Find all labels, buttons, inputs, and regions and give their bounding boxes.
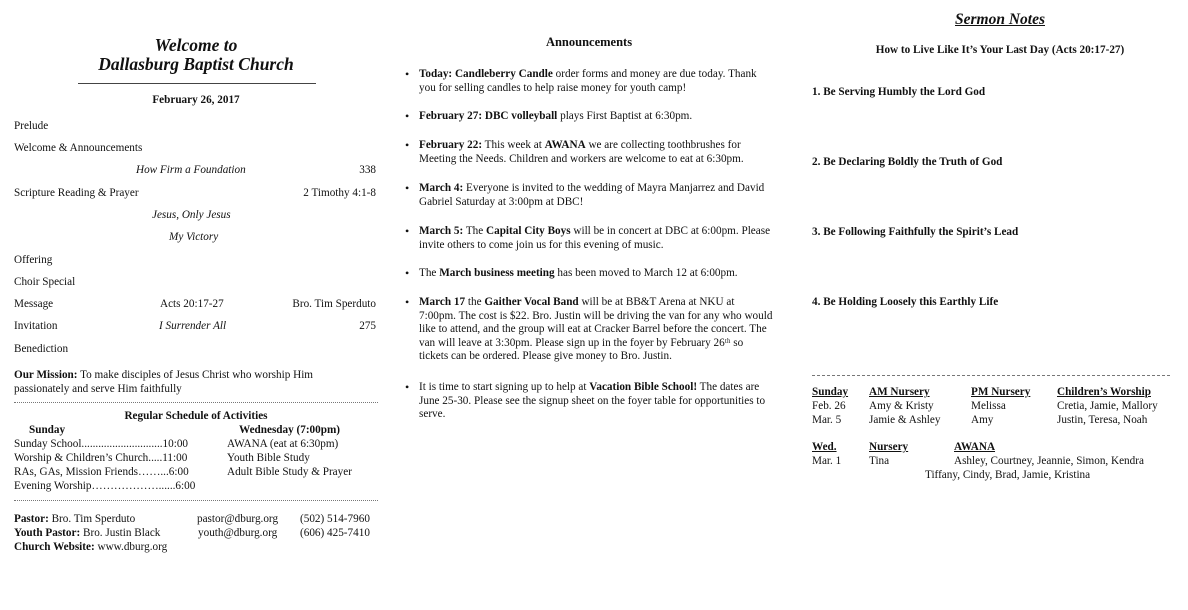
sermon-point: 3. Be Following Faithfully the Spirit’s Lead <box>812 226 1019 238</box>
bullet-icon: • <box>405 67 410 81</box>
wed-awana: Ashley, Courtney, Jeannie, Simon, Kendra <box>954 455 1144 467</box>
announcement-bold: AWANA <box>544 139 586 151</box>
nursery-pm: Melissa <box>971 400 1006 412</box>
youth-pastor-contact <box>14 527 160 539</box>
announcement-text: The <box>463 225 487 237</box>
wed-nursery: Tina <box>869 455 890 467</box>
message-label: Message <box>14 298 54 310</box>
scripture-label: Scripture Reading & Prayer <box>14 187 139 199</box>
invitation-number: 275 <box>359 320 376 332</box>
schedule-wednesday-2: Youth Bible Study <box>227 452 310 464</box>
order-song2 <box>14 231 378 247</box>
order-invitation <box>14 320 378 336</box>
schedule-sunday-2: Worship & Children’s Church.....11:00 <box>14 452 188 464</box>
bulletin-welcome-column <box>14 0 378 610</box>
nursery-date: Mar. 5 <box>812 414 842 426</box>
announcement-bold: March 5: <box>419 225 464 237</box>
announcement-text: This week at <box>482 139 545 151</box>
message-speaker: Bro. Tim Sperduto <box>292 298 376 310</box>
schedule-wednesday-heading: Wednesday (7:00pm) <box>239 424 341 436</box>
bullet-icon: • <box>405 224 410 238</box>
announcement-bold: Capital City Boys <box>486 225 571 237</box>
nursery-header-am: AM Nursery <box>869 386 930 398</box>
sermon-point: 2. Be Declaring Boldly the Truth of God <box>812 156 1003 168</box>
announcement-bold: March business meeting <box>439 267 555 279</box>
song2-title: My Victory <box>169 231 219 243</box>
welcome-title-line1: Welcome to <box>154 35 238 55</box>
youth-pastor-email: youth@dburg.org <box>198 527 278 539</box>
order-welcome-label: Welcome & Announcements <box>14 142 143 154</box>
announcement-text: the <box>465 296 485 308</box>
schedule-sunday-1: Sunday School.............................10:00 <box>14 438 189 450</box>
title-divider <box>78 83 316 84</box>
announcement-text: order forms and money are due today. Thank you for selling candles to help raise money for youth camp! <box>419 68 757 94</box>
announcements-column <box>405 0 780 610</box>
mission-divider <box>14 402 378 403</box>
announcement-bold: February 27: DBC volleyball <box>419 110 558 122</box>
nursery-children: Justin, Teresa, Noah <box>1057 414 1148 426</box>
order-choir <box>14 276 378 292</box>
announcement-text: The dates are June 25-30. Please see the signup sheet on the foyer table for opportunities to serve. <box>419 381 766 420</box>
nursery-am: Amy & Kristy <box>869 400 934 412</box>
church-name-title: Dallasburg Baptist Church <box>98 54 294 74</box>
wed-nursery-header: Nursery <box>869 441 909 453</box>
song1-title: Jesus, Only Jesus <box>152 209 231 221</box>
announcement-bold: Gaither Vocal Band <box>484 296 579 308</box>
schedule-sunday-heading: Sunday <box>29 424 66 436</box>
scripture-ref: 2 Timothy 4:1-8 <box>303 187 376 199</box>
hymn-number: 338 <box>359 164 376 176</box>
nursery-header-children: Children’s Worship <box>1057 386 1151 398</box>
nursery-children: Cretia, Jamie, Mallory <box>1057 400 1158 412</box>
order-scripture <box>14 187 378 203</box>
order-prelude-label: Prelude <box>14 120 49 132</box>
announcement-bold: Vacation Bible School! <box>589 381 698 393</box>
schedule-divider <box>14 500 378 501</box>
sermon-point: 1. Be Serving Humbly the Lord God <box>812 86 986 98</box>
nursery-header-sunday: Sunday <box>812 386 849 398</box>
sermon-notes-column <box>812 0 1172 610</box>
sermon-point: 4. Be Holding Loosely this Earthly Life <box>812 296 999 308</box>
website-url: www.dburg.org <box>94 541 168 553</box>
order-song1 <box>14 209 378 225</box>
invitation-label: Invitation <box>14 320 58 332</box>
youth-pastor-label: Youth Pastor: <box>14 527 81 539</box>
nursery-am: Jamie & Ashley <box>869 414 941 426</box>
church-website <box>14 541 167 553</box>
announcement-text: will be in concert at DBC at 6:00pm. Please invite others to come join us for this evening of music. <box>419 225 771 251</box>
pastor-contact <box>14 513 135 525</box>
mission-text-line2: passionately and serve Him faithfully <box>14 383 182 395</box>
bullet-icon: • <box>405 295 410 309</box>
mission-text-line1: To make disciples of Jesus Christ who worship Him <box>77 369 314 381</box>
order-hymn <box>14 164 378 180</box>
nursery-divider <box>812 375 1170 376</box>
order-message <box>14 298 378 314</box>
announcement-text: It is time to start signing up to help at <box>419 381 590 393</box>
wed-awana-continued: Tiffany, Cindy, Brad, Jamie, Kristina <box>925 469 1091 481</box>
order-welcome <box>14 142 378 158</box>
nursery-date: Feb. 26 <box>812 400 846 412</box>
pastor-email: pastor@dburg.org <box>197 513 279 525</box>
pastor-name: Bro. Tim Sperduto <box>48 513 136 525</box>
bullet-icon: • <box>405 181 410 195</box>
sermon-subtitle: How to Live Like It’s Your Last Day (Acts 20:17-27) <box>875 44 1125 56</box>
order-offering <box>14 254 378 270</box>
announcement-bold: March 4: <box>419 182 464 194</box>
announcement-text: we are collecting toothbrushes for Meeting the Needs. Children and workers are welcome to eat at 6:30pm. <box>419 139 744 165</box>
mission-statement <box>14 368 313 396</box>
schedule-sunday-4: Evening Worship………………......6:00 <box>14 480 196 492</box>
wed-date: Mar. 1 <box>812 455 842 467</box>
bullet-icon: • <box>405 380 410 394</box>
announcement-bold: March 17 <box>419 296 466 308</box>
pastor-phone: (502) 514-7960 <box>300 513 370 525</box>
nursery-header-pm: PM Nursery <box>971 386 1031 398</box>
bullet-icon: • <box>405 109 410 123</box>
announcement-text: will be at BB&T Arena at NKU at 7:00pm. The cost is $22. Bro. Justin will be driving the van for any who would like to attend, and the group will eat at Cracker Barrel before the concert. The van will leave at 3:30pm. Please sign up in the foyer by February 26ᵗʰ so tickets can be ordered. Please give money to Bro. Justin. <box>419 296 773 362</box>
youth-pastor-name: Bro. Justin Black <box>80 527 161 539</box>
announcement-bold: February 22: <box>419 139 483 151</box>
schedule-wednesday-3: Adult Bible Study & Prayer <box>227 466 352 478</box>
announcement-text: has been moved to March 12 at 6:00pm. <box>554 267 738 279</box>
offering-label: Offering <box>14 254 53 266</box>
website-label: Church Website: <box>14 541 95 553</box>
mission-label: Our Mission: <box>14 369 78 381</box>
pastor-label: Pastor: <box>14 513 49 525</box>
schedule-heading: Regular Schedule of Activities <box>124 410 268 422</box>
order-prelude <box>14 120 378 136</box>
service-date: February 26, 2017 <box>152 94 240 106</box>
schedule-wednesday-1: AWANA (eat at 6:30pm) <box>227 438 339 450</box>
announcement-bold: Today: Candleberry Candle <box>419 68 553 80</box>
announcements-heading: Announcements <box>545 35 633 49</box>
announcement-text: plays First Baptist at 6:30pm. <box>557 110 693 122</box>
announcement-text: Everyone is invited to the wedding of Mayra Manjarrez and David Gabriel Saturday at 3:00pm at DBC! <box>419 182 765 208</box>
hymn-title: How Firm a Foundation <box>136 164 246 176</box>
sermon-notes-title: Sermon Notes <box>955 11 1045 28</box>
wed-awana-header: AWANA <box>954 441 996 453</box>
nursery-pm: Amy <box>971 414 994 426</box>
schedule-sunday-3: RAs, GAs, Mission Friends……...6:00 <box>14 466 189 478</box>
order-benediction <box>14 343 378 359</box>
choir-label: Choir Special <box>14 276 76 288</box>
youth-pastor-phone: (606) 425-7410 <box>300 527 370 539</box>
benediction-label: Benediction <box>14 343 69 355</box>
bullet-icon: • <box>405 266 410 280</box>
bullet-icon: • <box>405 138 410 152</box>
message-ref: Acts 20:17-27 <box>160 298 224 310</box>
announcement-text: The <box>419 267 440 279</box>
invitation-hymn: I Surrender All <box>159 320 227 332</box>
wed-header: Wed. <box>812 441 837 453</box>
